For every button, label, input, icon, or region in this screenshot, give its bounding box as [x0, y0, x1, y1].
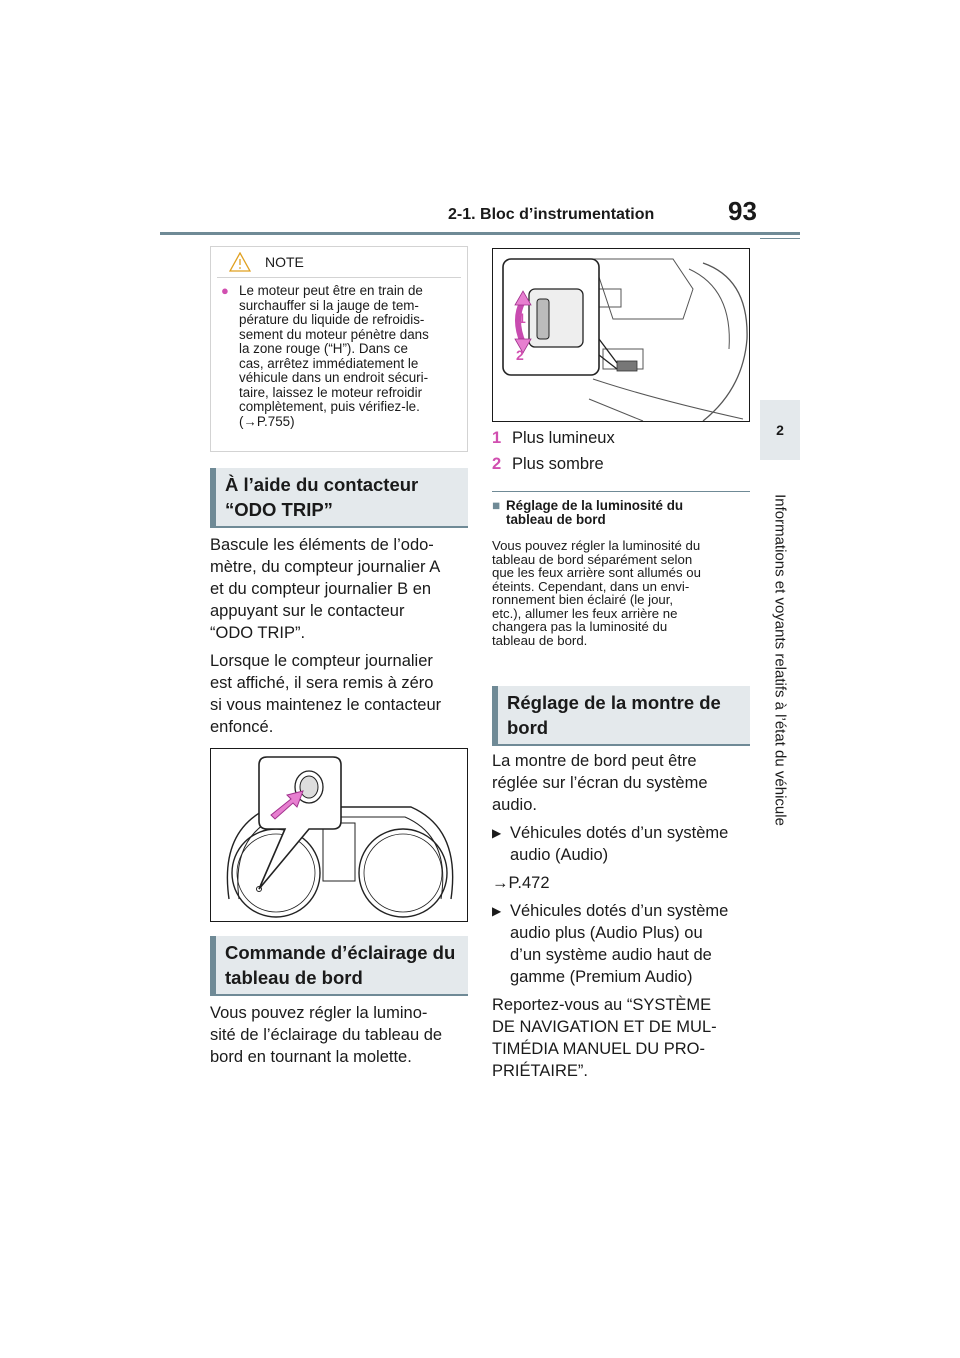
odo-paragraph-1	[210, 534, 472, 644]
clock-option-2	[492, 900, 754, 988]
brightness-dial-illustration	[492, 248, 750, 422]
note-title: NOTE	[265, 254, 304, 270]
page-number: 93	[728, 196, 757, 226]
text-line: Reportez-vous au “SYSTÈME	[492, 996, 712, 1014]
text-line: audio (Audio)	[510, 846, 609, 864]
text-line: appuyant sur le contacteur	[210, 602, 405, 620]
text-line: et du compteur journalier B en	[210, 580, 432, 598]
note-line: pérature du liquide de refroidis-	[239, 312, 425, 327]
text-line: Véhicules dotés d’un système	[510, 902, 729, 920]
heading-line: Commande d’éclairage du	[225, 942, 456, 963]
clock-reference-link[interactable]: →P.472	[492, 874, 550, 892]
text-line: mètre, du compteur journalier A	[210, 558, 441, 576]
text-line: changera pas la luminosité du	[492, 619, 668, 634]
legend-label: Plus lumineux	[512, 429, 615, 447]
clock-heading	[492, 686, 750, 746]
panel-light-paragraph	[210, 1002, 472, 1068]
cluster-drawing	[211, 749, 467, 921]
dial-legend-item-1	[492, 427, 615, 449]
warning-triangle-icon	[229, 252, 251, 272]
text-line: La montre de bord peut être	[492, 752, 697, 770]
text-line: enfoncé.	[210, 718, 274, 736]
text-line: audio plus (Audio Plus) ou	[510, 924, 703, 942]
text-line: etc.), allumer les feux arrière ne	[492, 605, 678, 621]
legend-number: 1	[492, 429, 502, 447]
text-line: ronnement bien éclairé (le jour,	[492, 592, 674, 607]
bullet-icon: ●	[221, 283, 229, 298]
section-title: 2-1. Bloc d’instrumentation	[448, 206, 655, 223]
note-line: taire, laissez le moteur refroidir	[239, 384, 423, 400]
subhead-line: tableau de bord	[506, 511, 606, 527]
subsection-rule	[492, 491, 750, 492]
note-line: cas, arrêtez immédiatement le	[239, 355, 419, 371]
text-line: Lorsque le compteur journalier	[210, 652, 433, 670]
text-line: Vous pouvez régler la luminosité du	[492, 538, 701, 553]
text-line: est affiché, il sera remis à zéro	[210, 674, 434, 692]
note-body	[211, 278, 467, 429]
legend-label: Plus sombre	[512, 455, 604, 473]
note-line: véhicule dans un endroit sécuri-	[239, 370, 429, 385]
note-box	[210, 246, 468, 452]
text-line: Véhicules dotés d’un système	[510, 824, 729, 842]
heading-line: tableau de bord	[225, 967, 363, 988]
text-line: bord en tournant la molette.	[210, 1048, 412, 1066]
callout-2: 2	[516, 347, 524, 363]
text-line: audio.	[492, 796, 537, 814]
text-line: d’un système audio haut de	[510, 946, 712, 964]
callout-1: 1	[518, 310, 526, 326]
text-line: réglée sur l’écran du système	[492, 774, 708, 792]
note-text	[239, 284, 429, 429]
brightness-paragraph	[492, 539, 754, 647]
heading-line: bord	[507, 717, 549, 738]
note-line: la zone rouge (“H”). Dans ce	[239, 341, 408, 356]
text-line: PRIÉTAIRE”.	[492, 1062, 588, 1080]
text-line: Vous pouvez régler la lumino-	[210, 1004, 428, 1022]
text-line: Bascule les éléments de l’odo-	[210, 536, 434, 554]
clock-option-1	[492, 822, 754, 866]
triangle-bullet-icon: ▶	[492, 826, 502, 840]
heading-line: “ODO TRIP”	[225, 499, 333, 520]
brightness-subhead	[492, 499, 683, 526]
square-bullet-icon: ■	[492, 498, 501, 513]
panel-light-heading	[210, 936, 468, 996]
legend-number: 2	[492, 455, 502, 473]
triangle-bullet-icon: ▶	[492, 904, 502, 918]
text-line: DE NAVIGATION ET DE MUL-	[492, 1018, 717, 1036]
note-line: complètement, puis vérifiez-le.	[239, 399, 420, 414]
text-line: TIMÉDIA MANUEL DU PRO-	[492, 1040, 705, 1058]
note-line: surchauffer si la jauge de tem-	[239, 297, 419, 313]
dashboard-drawing	[493, 249, 749, 421]
text-line: tableau de bord séparément selon	[492, 551, 693, 567]
instrument-cluster-illustration	[210, 748, 468, 922]
note-header	[217, 247, 461, 278]
text-line: sité de l’éclairage du tableau de	[210, 1026, 443, 1044]
header-rule	[160, 232, 800, 235]
text-line: “ODO TRIP”.	[210, 624, 306, 642]
text-line: que les feux arrière sont allumés ou	[492, 565, 701, 580]
odo-paragraph-2	[210, 650, 472, 738]
chapter-tab-number: 2	[760, 400, 800, 460]
subhead-line: Réglage de la luminosité du	[506, 498, 684, 513]
heading-line: À l’aide du contacteur	[225, 474, 419, 495]
text-line: si vous maintenez le contacteur	[210, 696, 442, 714]
odo-trip-heading	[210, 468, 468, 528]
text-line: gamme (Premium Audio)	[510, 968, 693, 986]
note-line: (→P.755)	[239, 413, 295, 429]
text-line: éteints. Cependant, dans un envi-	[492, 578, 690, 594]
text-line: tableau de bord.	[492, 632, 588, 648]
dial-legend-item-2	[492, 453, 604, 475]
note-line: sement du moteur pénètre dans	[239, 326, 429, 342]
clock-paragraph-2	[492, 994, 754, 1082]
note-line: Le moteur peut être en train de	[239, 283, 423, 298]
heading-line: Réglage de la montre de	[507, 692, 721, 713]
clock-paragraph-1	[492, 750, 754, 816]
side-tab-rule	[760, 238, 800, 239]
chapter-tab-title: Informations et voyants relatifs à l’état du véhicule	[771, 494, 789, 826]
